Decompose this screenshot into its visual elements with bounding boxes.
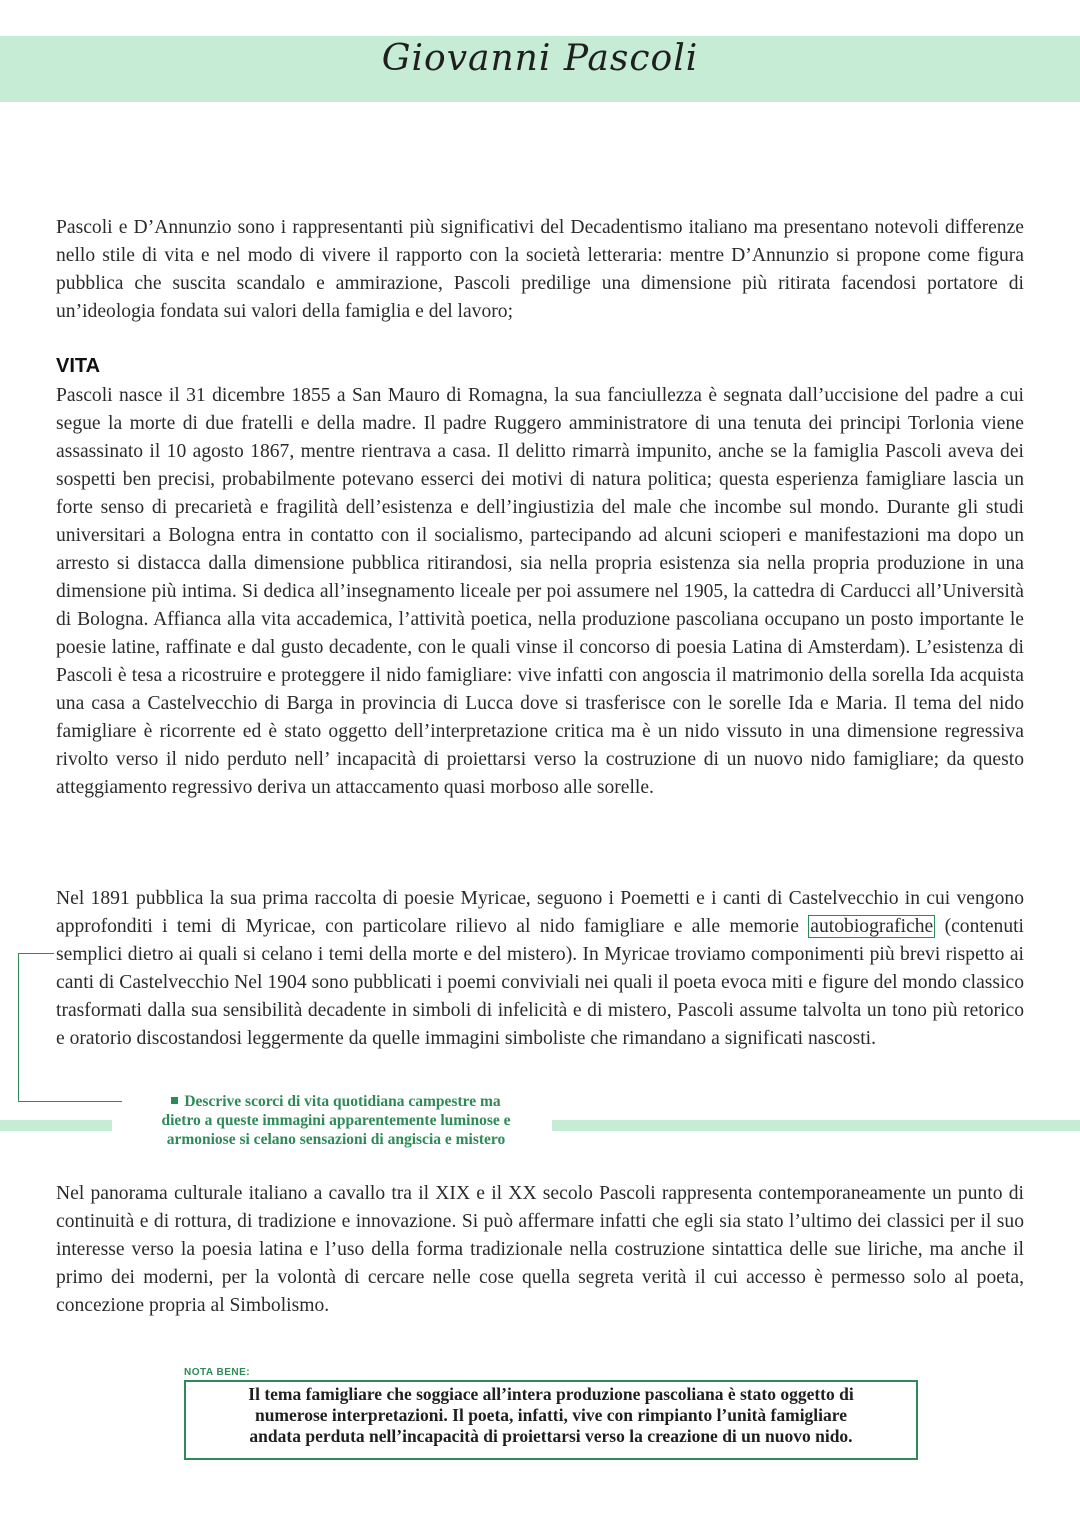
- nota-bene-line-3: andata perduta nell’incapacità di proiettarsi verso la creazione di un nuovo nido.: [249, 1426, 853, 1446]
- bullet-square-icon: [171, 1097, 178, 1104]
- page-title: Giovanni Pascoli: [381, 38, 699, 79]
- nota-bene-text: [194, 1384, 908, 1447]
- margin-note-line-3: armoniose si celano sensazioni di angiscia e mistero: [166, 1131, 506, 1148]
- nota-bene-label: NOTA BENE:: [184, 1367, 251, 1378]
- section-heading-vita: VITA: [56, 355, 101, 377]
- panorama-paragraph: Nel panorama culturale italiano a cavallo tra il XIX e il XX secolo Pascoli rappresenta contemporaneamente un punto di continuità e di rottura, di tradizione e innovazione. Si può affermare infatti che egli sia stato l’ultimo dei classici per il suo interesse verso la poesia latina e l’uso della forma tradizionale nella costruzione sintattica delle sue liriche, ma anche il primo dei moderni, per la volontà di cercare nelle cose quella segreta verità il cui accesso è permesso solo al poeta, concezione propria al Simbolismo.: [56, 1183, 1024, 1316]
- nota-bene-line-2: numerose interpretazioni. Il poeta, infatti, vive con rimpianto l’unità famigliare: [254, 1405, 848, 1425]
- intro-paragraph: Pascoli e D’Annunzio sono i rappresentanti più significativi del Decadentismo italiano ma presentano notevoli differenze nello stile di vita e nel modo di vivere il rapporto con la società letteraria: mentre D’Annunzio si propone come figura pubblica che suscita scandalo e ammirazione, Pascoli predilige una dimensione più ritirata facendosi portatore di un’ideologia fondata sui valori della famiglia e del lavoro;: [56, 217, 1024, 322]
- annotation-connector-line: [18, 953, 19, 1101]
- opere-paragraph: [56, 885, 1024, 1053]
- opere-text-before: Nel 1891 pubblica la sua prima raccolta di poesie Myricae, seguono i Poemetti e i canti di Castelvecchio in cui vengono approfonditi i temi di Myricae, con particolare rilievo al nido famigliare e alle memorie: [56, 888, 1024, 937]
- divider-band-right: [552, 1120, 1080, 1131]
- margin-note: [124, 1092, 548, 1149]
- annotation-connector-bottom: [18, 1101, 122, 1102]
- divider-band-left: [0, 1120, 112, 1131]
- margin-note-line-2: dietro a queste immagini apparentemente luminose e: [161, 1112, 511, 1129]
- annotation-connector-top: [18, 953, 54, 954]
- vita-paragraph: Pascoli nasce il 31 dicembre 1855 a San Mauro di Romagna, la sua fanciullezza è segnata dall’uccisione del padre a cui segue la morte di due fratelli e della madre. Il padre Ruggero amministratore di una tenuta dei principi Torlonia viene assassinato il 10 agosto 1867, mentre rientrava a casa. Il delitto rimarrà impunito, anche se la famiglia Pascoli aveva dei sospetti ben precisi, probabilmente potevano esserci dei motivi di natura politica; questa esperienza famigliare lascia un forte senso di precarietà e fragilità dell’esistenza e dell’ingiustizia del male che incombe sul mondo. Durante gli studi universitari a Bologna entra in contatto con il socialismo, partecipando ad alcuni scioperi e manifestazioni ma dopo un arresto si distacca dalla dimensione pubblica ritirandosi, sia nella propria esistenza sia nella propria produzione in una dimensione più intima. Si dedica all’insegnamento liceale per poi assumere nel 1905, la cattedra di Carducci all’Università di Bologna. Affianca alla vita accademica, l’attività poetica, nella produzione pascoliana occupano un posto importante le poesie latine, raffinate e dal gusto decadente, con le quali vinse il concorso di poesia Latina di Amsterdam). L’esistenza di Pascoli è tesa a ricostruire e proteggere il nido famigliare: vive infatti con angoscia il matrimonio della sorella Ida acquista una casa a Castelvecchio di Barga in provincia di Lucca dove si trasferisce con le sorelle Ida e Maria. Il tema del nido famigliare è ricorrente ed è stato oggetto dell’interpretazione critica ma è un nido vissuto in una dimensione regressiva rivolto verso il nido perduto nell’ incapacità di proiettarsi verso la costruzione di un nuovo nido famigliare; da questo atteggiamento regressivo deriva un attaccamento quasi morboso alle sorelle.: [56, 385, 1024, 798]
- margin-note-line-1: Descrive scorci di vita quotidiana campestre ma: [124, 1092, 548, 1111]
- opere-text-after: (contenuti semplici dietro ai quali si celano i temi della morte e del mistero). In Myricae troviamo componimenti più brevi rispetto ai canti di Castelvecchio Nel 1904 sono pubblicati i poemi conviviali nei quali il poeta evoca miti e figure del mondo classico trasformati dalla sua sensibilità decadente in simboli di infelicità e di mistero, Pascoli assume talvolta un tono più retorico e oratorio discostandosi leggermente da quelle immagini simboliste che rimandano a significati nascosti.: [56, 916, 1025, 1049]
- highlighted-word-box: autobiografiche: [810, 916, 934, 937]
- nota-bene-line-1: Il tema famigliare che soggiace all’intera produzione pascoliana è stato oggetto di: [248, 1384, 854, 1404]
